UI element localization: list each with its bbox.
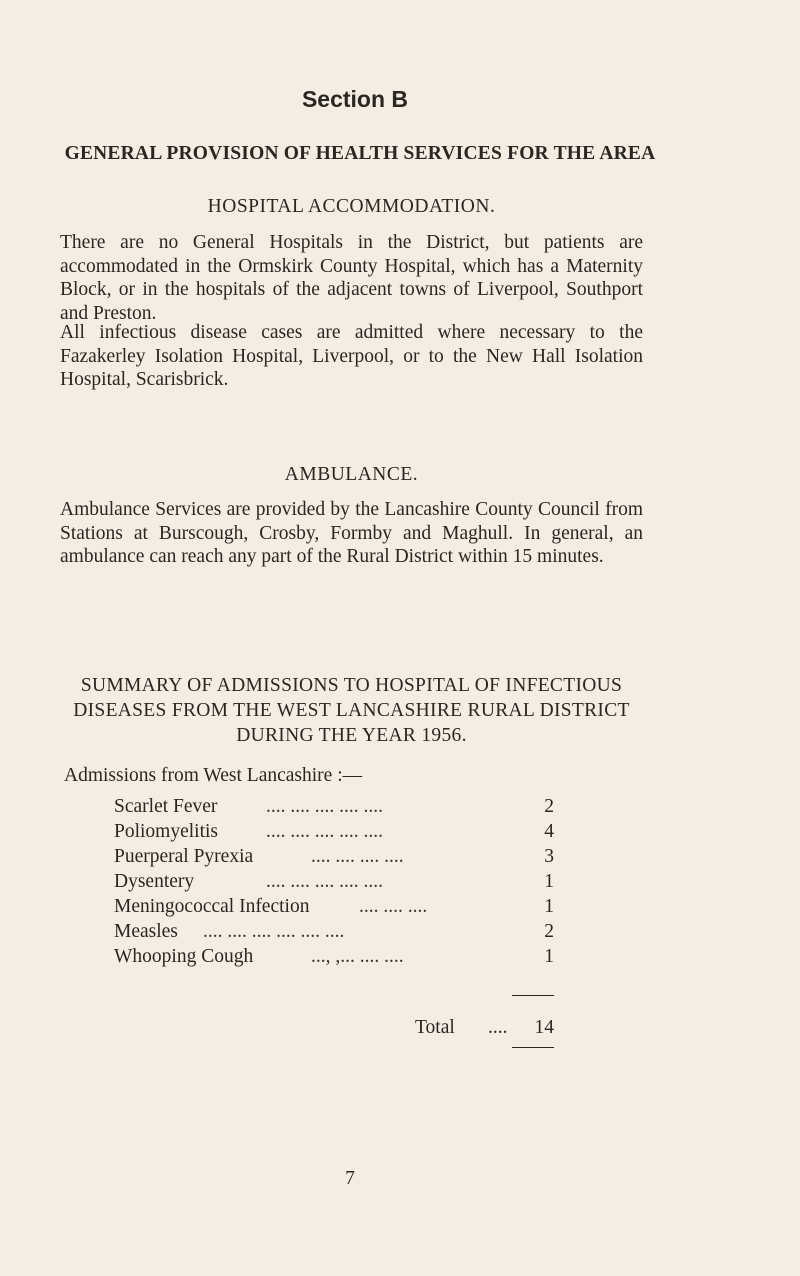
general-title: GENERAL PROVISION OF HEALTH SERVICES FOR THE AREA <box>64 143 656 164</box>
leader-dots: .... .... .... .... .... <box>266 796 383 817</box>
table-row <box>114 871 554 897</box>
leader-dots: .... .... .... .... <box>311 846 404 867</box>
table-row <box>114 921 554 947</box>
admission-count: 1 <box>544 896 554 917</box>
disease-name: Dysentery <box>114 871 195 892</box>
hospital-heading: HOSPITAL ACCOMMODATION. <box>207 196 496 217</box>
ambulance-heading: AMBULANCE. <box>284 464 419 485</box>
disease-name: Puerperal Pyrexia <box>114 846 254 867</box>
table-row <box>114 821 554 847</box>
admissions-intro: Admissions from West Lancashire :— <box>64 765 363 786</box>
section-title: Section B <box>301 86 409 112</box>
total-leader-dots: .... <box>488 1017 508 1038</box>
leader-dots: ..., ,... .... .... <box>311 946 404 967</box>
disease-name: Scarlet Fever <box>114 796 218 817</box>
disease-name: Poliomyelitis <box>114 821 219 842</box>
disease-name: Measles <box>114 921 178 942</box>
page-number: 7 <box>345 1168 355 1189</box>
total-rule-bottom <box>512 1047 554 1048</box>
ambulance-paragraph: Ambulance Services are provided by the Lancashire County Council from Stations at Burscough, Crosby, Formby and Maghull. In general, an ambulance can reach any part of the Rural District within 15 minutes. <box>60 499 643 567</box>
admission-count: 2 <box>544 796 554 817</box>
hospital-paragraph-2: All infectious disease cases are admitted where necessary to the Fazakerley Isolation Hospital, Liverpool, or to the New Hall Isolation Hospital, Scarisbrick. <box>60 322 643 390</box>
total-value: 14 <box>534 1017 554 1038</box>
table-row <box>114 846 554 872</box>
summary-title: SUMMARY OF ADMISSIONS TO HOSPITAL OF INFECTIOUS DISEASES FROM THE WEST LANCASHIRE RURAL DISTRICT DURING THE YEAR 1956. <box>73 675 630 746</box>
total-rule-top <box>512 995 554 996</box>
admission-count: 4 <box>544 821 554 842</box>
leader-dots: .... .... .... .... .... .... <box>203 921 345 942</box>
disease-name: Whooping Cough <box>114 946 254 967</box>
admission-count: 1 <box>544 946 554 967</box>
table-row <box>114 896 554 922</box>
leader-dots: .... .... .... .... .... <box>266 821 383 842</box>
total-label: Total <box>415 1017 455 1038</box>
hospital-paragraph-1: There are no General Hospitals in the District, but patients are accommodated in the Ormskirk County Hospital, which has a Maternity Block, or in the hospitals of the adjacent towns of Liverpool, Southport and Preston. <box>60 232 643 324</box>
admission-count: 1 <box>544 871 554 892</box>
table-row <box>114 946 554 972</box>
leader-dots: .... .... .... <box>359 896 428 917</box>
leader-dots: .... .... .... .... .... <box>266 871 383 892</box>
disease-name: Meningococcal Infection <box>114 896 310 917</box>
admission-count: 2 <box>544 921 554 942</box>
admission-count: 3 <box>544 846 554 867</box>
table-row <box>114 796 554 822</box>
